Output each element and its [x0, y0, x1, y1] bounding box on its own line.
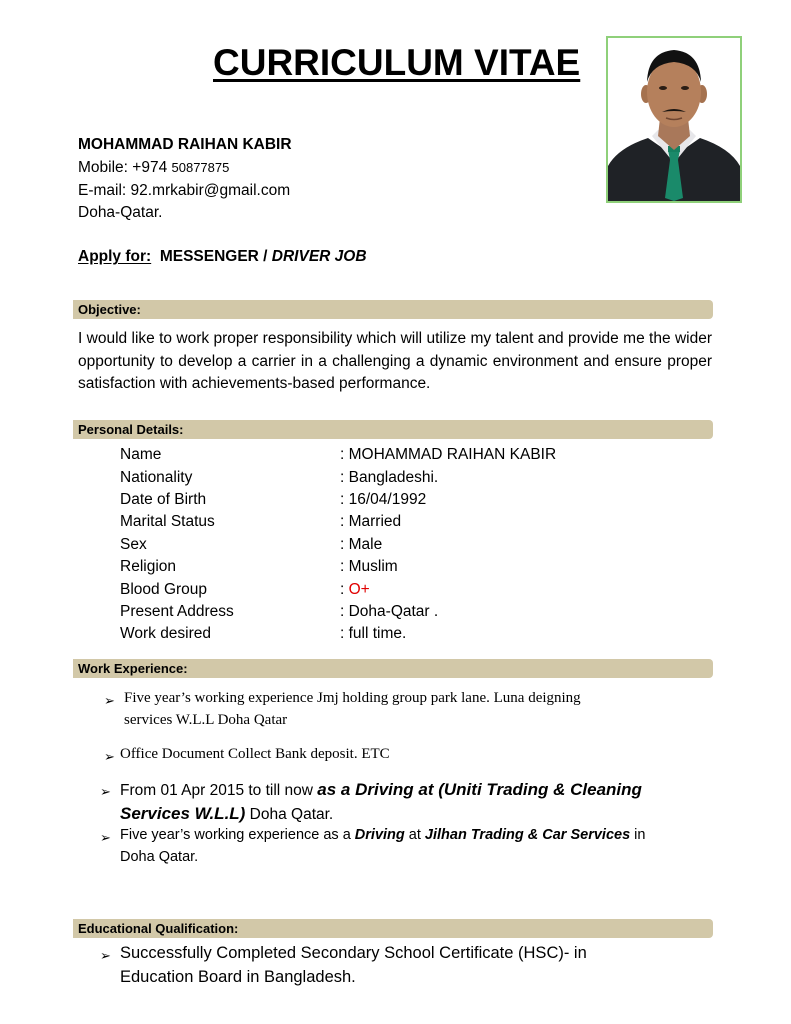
- work-item-2: Office Document Collect Bank deposit. ETC: [120, 746, 390, 762]
- work-item-3-line-2: [120, 804, 333, 824]
- bullet-arrow-icon: ➢: [100, 784, 111, 799]
- work-item-3-role: as a Driving at (Uniti Trading & Cleaning: [317, 780, 642, 799]
- work-item-4-line-2: Doha Qatar.: [120, 849, 199, 865]
- personal-key: Present Address: [120, 603, 234, 620]
- personal-value: : Doha-Qatar .: [340, 603, 439, 620]
- work-item-1-line-1: Five year’s working experience Jmj holding group park lane. Luna deigning: [124, 690, 581, 706]
- bullet-arrow-icon: ➢: [100, 830, 111, 845]
- personal-key: Sex: [120, 536, 147, 553]
- objective-text: I would like to work proper responsibility which will utilize my talent and provide me the wider opportunity to develop a carrier in a challenging a dynamic environment and ensure proper satisfaction with achievements-based performance.: [78, 330, 712, 392]
- education-line-2: Education Board in Bangladesh.: [120, 968, 356, 986]
- personal-key: Work desired: [120, 625, 212, 642]
- mobile-label: Mobile: +974: [78, 159, 172, 176]
- personal-key: Name: [120, 446, 162, 463]
- apply-label: Apply for:: [78, 248, 152, 265]
- section-header-education: Educational Qualification:: [73, 919, 713, 938]
- work-item-3-company: Services W.L.L): [120, 804, 246, 823]
- personal-value: [340, 581, 370, 599]
- work-item-4-line-1: [120, 827, 645, 843]
- bullet-arrow-icon: ➢: [104, 749, 115, 764]
- personal-key: Date of Birth: [120, 491, 207, 508]
- section-header-objective: Objective:: [73, 300, 713, 319]
- email-line: E-mail: 92.mrkabir@gmail.com: [78, 182, 291, 199]
- personal-value: : Male: [340, 536, 383, 553]
- apply-job-part1: MESSENGER /: [159, 248, 272, 265]
- education-line-1: Successfully Completed Secondary School Certificate (HSC)- in: [120, 944, 587, 962]
- personal-value: : Bangladeshi.: [340, 469, 439, 486]
- bullet-arrow-icon: ➢: [100, 948, 111, 963]
- personal-value: : Muslim: [340, 558, 398, 575]
- mobile-line: [78, 159, 229, 177]
- work-item-4-at: at: [404, 827, 425, 843]
- work-item-4-role: Driving: [354, 827, 405, 843]
- work-item-3-line-1: [120, 780, 642, 800]
- apply-job-part2: DRIVER JOB: [271, 248, 367, 265]
- work-item-3-text: From 01 Apr 2015 to till now: [120, 782, 318, 799]
- apply-for-line: [78, 248, 367, 266]
- personal-value: : Married: [340, 513, 402, 530]
- section-header-personal-details: Personal Details:: [73, 420, 713, 439]
- work-item-3-location: Doha Qatar.: [245, 806, 334, 823]
- mobile-number: 50877875: [171, 160, 230, 175]
- personal-key: Blood Group: [120, 581, 208, 598]
- work-item-4-in: in: [630, 827, 646, 843]
- work-item-4-text: Five year’s working experience as a: [120, 827, 355, 843]
- candidate-name: MOHAMMAD RAIHAN KABIR: [78, 136, 292, 153]
- personal-value: : MOHAMMAD RAIHAN KABIR: [340, 446, 557, 463]
- personal-key: Religion: [120, 558, 177, 575]
- bullet-arrow-icon: ➢: [104, 693, 115, 708]
- portrait-image: [608, 38, 740, 201]
- personal-key: Marital Status: [120, 513, 215, 530]
- section-header-work-experience: Work Experience:: [73, 659, 713, 678]
- work-item-1-line-2: services W.L.L Doha Qatar: [124, 712, 288, 728]
- personal-value: : full time.: [340, 625, 407, 642]
- location-line: Doha-Qatar.: [78, 204, 163, 221]
- page-title: CURRICULUM VITAE: [213, 42, 581, 83]
- blood-group-value: O+: [348, 581, 370, 598]
- personal-value: : 16/04/1992: [340, 491, 427, 508]
- profile-photo: [606, 36, 742, 203]
- value-prefix: :: [340, 581, 349, 598]
- work-item-4-company: Jilhan Trading & Car Services: [424, 827, 631, 843]
- personal-key: Nationality: [120, 469, 193, 486]
